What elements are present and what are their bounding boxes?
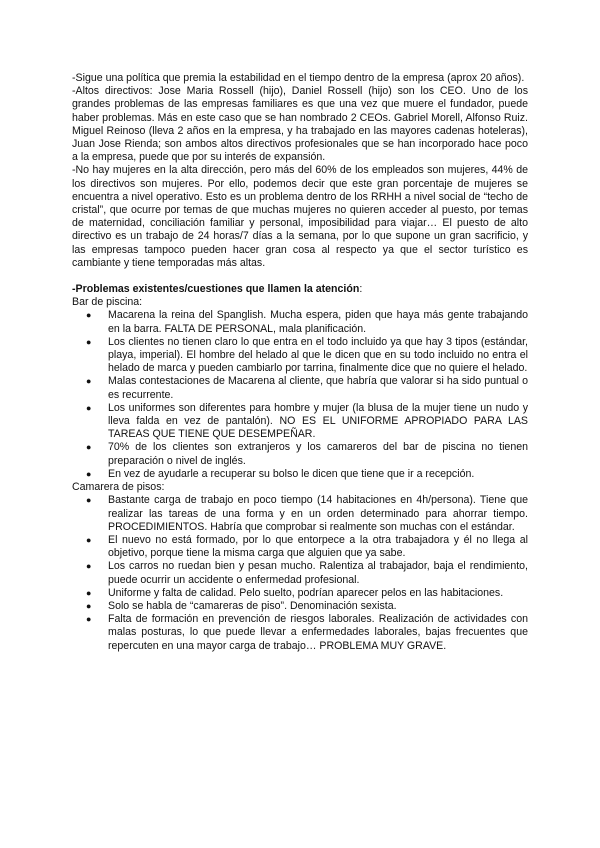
bullet-icon: ● — [86, 495, 92, 506]
section-heading-text: -Problemas existentes/cuestiones que llamen la atención — [72, 283, 360, 296]
list-item — [72, 309, 528, 335]
list-item-text: El nuevo no está formado, por lo que entorpece a la otra trabajadora y él no llega al objetivo, porque tiene la misma carga que alguien que ya sabe. — [108, 533, 528, 560]
list-item-text: Los uniformes son diferentes para hombre y mujer (la blusa de la mujer tiene un nudo y lleva falda en vez de pantalón). NO ES EL UNIFORME APROPIADO PARA LAS TAREAS QUE TIENE QUE DESEMPEÑAR. — [108, 401, 528, 441]
list-item — [72, 402, 528, 442]
paragraph-women-management: -No hay mujeres en la alta dirección, pero más del 60% de los empleados son mujeres, 44% de los directivos son mujeres. Por ello, podemos decir que este gran porcentaje de mujeres se encuentra a nivel operativo. Esto es un problema dentro de los RRHH a nivel social de “techo de cristal”, que ocurre por temas de que muchas mujeres no quieren acceder al puesto, por temas de maternidad, conciliación familiar y personal, imposibilidad para viajar… El puesto de alto directivo es un trabajo de 24 horas/7 días a la semana, por lo que supone un gran sacrificio, y las empresas tampoco pueden hacer gran cosa al respecto ya que el sector turístico es cambiante y tiene temporadas más altas. — [72, 164, 528, 269]
list-item-text: Los carros no ruedan bien y pesan mucho. Ralentiza al trabajador, baja el rendimiento, puede ocurrir un accidente o enfermedad profesional. — [108, 560, 528, 586]
list-item — [72, 336, 528, 376]
list-item — [72, 613, 528, 653]
bullet-icon: ● — [86, 336, 92, 347]
list-item — [72, 441, 528, 467]
list-item — [72, 468, 528, 481]
section-heading — [72, 283, 528, 296]
bullet-icon: ● — [86, 600, 92, 611]
group-title-housekeeping: Camarera de pisos: — [72, 481, 165, 494]
list-item — [72, 534, 528, 560]
list-item-text: Falta de formación en prevención de riesgos laborales. Realización de actividades con malas posturas, lo que puede llevar a enfermedades laborales, bajas frecuentes que repercuten en una mayor carga de trabajo… PROBLEMA MUY GRAVE. — [108, 613, 528, 652]
bullet-icon: ● — [86, 534, 92, 545]
list-item — [72, 494, 528, 534]
list-item — [72, 560, 528, 586]
bullet-icon: ● — [86, 442, 92, 453]
bullet-icon: ● — [86, 614, 92, 625]
list-pool-bar — [72, 309, 528, 481]
list-item — [72, 375, 528, 401]
list-item-text: Uniforme y falta de calidad. Pelo suelto, podrían aparecer pelos en las habitaciones. — [108, 586, 504, 599]
group-title-pool-bar: Bar de piscina: — [72, 296, 143, 309]
document-page — [72, 72, 528, 653]
list-item — [72, 587, 528, 600]
list-item-text: Los clientes no tienen claro lo que entra en el todo incluido ya que hay 3 tipos (estándar, playa, imperial). El hombre del helado al que le dicen que en su todo incluido no entra el helado de marca y pueden cambiarlo por tarrina, finalmente dice que no quiere el helado. — [108, 335, 528, 375]
list-item-text: Macarena la reina del Spanglish. Mucha espera, piden que haya más gente trabajando en la barra. FALTA DE PERSONAL, mala planificación. — [108, 309, 528, 335]
list-item-text: Bastante carga de trabajo en poco tiempo (14 habitaciones en 4h/persona). Tiene que realizar las tareas de una forma y en un orden determinado para ahorrar tiempo. PROCEDIMIENTOS. Habría que comprobar si realmente son muchas con el estándar. — [108, 494, 528, 533]
list-item-text: 70% de los clientes son extranjeros y los camareros del bar de piscina no tienen preparación o nivel de inglés. — [108, 441, 528, 467]
section-heading-colon: : — [359, 283, 363, 296]
bullet-icon: ● — [86, 310, 92, 321]
bullet-icon: ● — [86, 468, 92, 479]
list-item-text: Solo se habla de “camareras de piso”. Denominación sexista. — [108, 599, 397, 612]
list-housekeeping — [72, 494, 528, 652]
list-item-text: En vez de ayudarle a recuperar su bolso le dicen que tiene que ir a recepción. — [108, 467, 475, 480]
bullet-icon: ● — [86, 587, 92, 598]
bullet-icon: ● — [86, 561, 92, 572]
paragraph-stability: -Sigue una política que premia la estabilidad en el tiempo dentro de la empresa (aprox 20 años). — [72, 72, 525, 84]
bullet-icon: ● — [86, 402, 92, 413]
paragraph-executives: -Altos directivos: Jose Maria Rossell (hijo), Daniel Rossell (hijo) son los CEO. Uno de los grandes problemas de las empresas familiares es que una vez que muere el fundador, puede haber problemas. Más en este caso que se han nombrado 2 CEOs. Gabriel Morell, Alfonso Ruiz. Miguel Reinoso (lleva 2 años en la empresa, y ha trabajado en las mayores cadenas hoteleras), Juan Jose Rienda; son ambos altos directivos profesionales que se han incorporado hace poco a la empresa, puede que por su interés de expansión. — [72, 85, 528, 164]
spacer — [72, 270, 528, 283]
bullet-icon: ● — [86, 376, 92, 387]
list-item-text: Malas contestaciones de Macarena al cliente, que habría que valorar si ha sido puntual o es recurrente. — [108, 375, 528, 401]
list-item — [72, 600, 528, 613]
